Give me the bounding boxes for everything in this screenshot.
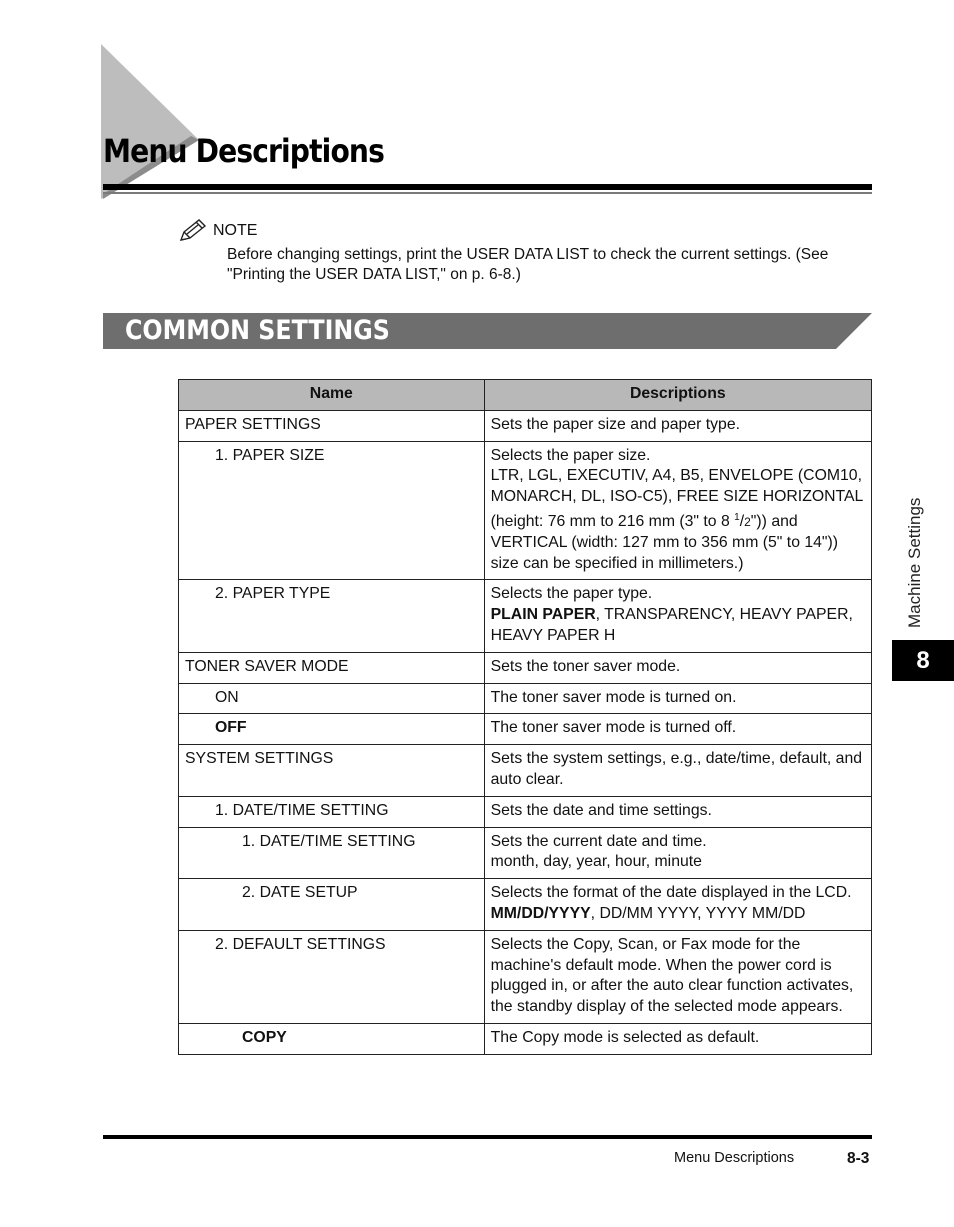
column-header-descriptions: Descriptions: [484, 380, 871, 411]
setting-name: 1. PAPER SIZE: [179, 441, 485, 580]
description-line: , TRANSPARENCY, HEAVY PAPER, HEAVY PAPER H: [490, 606, 853, 644]
table-header-row: [179, 380, 872, 411]
setting-description: Selects the paper size. LTR, LGL, EXECUTIV, A4, B5, ENVELOPE (COM10, MONARCH, DL, ISO-C5), FREE SIZE HORIZONTAL (height: 76 mm to 216 mm (3" to 8 $^1$/2")) and VERTICAL (width: 127 mm to 356 mm (5" to 14")) size can be specified in millimeters.): [484, 441, 871, 580]
setting-name-default: OFF: [179, 714, 485, 745]
footer-title: Menu Descriptions: [674, 1150, 795, 1166]
title-rule: [103, 184, 872, 190]
title-rule-thin: [103, 192, 872, 194]
column-header-name: Name: [179, 380, 485, 411]
chapter-tab: 8: [892, 640, 954, 681]
chapter-side-label: Machine Settings: [905, 497, 924, 628]
setting-description: [484, 879, 871, 931]
note-text: Before changing settings, print the USER DATA LIST to check the current settings. (See "Printing the USER DATA LIST," on p. 6-8.): [227, 246, 829, 283]
setting-description: The Copy mode is selected as default.: [484, 1023, 871, 1054]
table-row: [179, 1023, 872, 1054]
default-value: MM/DD/YYYY: [490, 904, 591, 922]
setting-name: 1. DATE/TIME SETTING: [179, 796, 485, 827]
setting-name: 2. DATE SETUP: [179, 879, 485, 931]
setting-description: Sets the paper size and paper type.: [484, 410, 871, 441]
setting-name: 1. DATE/TIME SETTING: [179, 827, 485, 879]
setting-name: ON: [179, 683, 485, 714]
table-row: [179, 410, 872, 441]
description-line: Sets the current date and time.: [490, 832, 707, 850]
setting-name: TONER SAVER MODE: [179, 652, 485, 683]
setting-description: The toner saver mode is turned on.: [484, 683, 871, 714]
footer-rule: [103, 1135, 872, 1139]
setting-name: 2. DEFAULT SETTINGS: [179, 930, 485, 1023]
table-row: [179, 683, 872, 714]
setting-description: [484, 580, 871, 652]
setting-name: SYSTEM SETTINGS: [179, 745, 485, 797]
setting-description: [484, 827, 871, 879]
table-row: [179, 652, 872, 683]
table-row: [179, 930, 872, 1023]
default-value: PLAIN PAPER: [490, 606, 596, 624]
note-label: NOTE: [213, 222, 258, 239]
setting-description: Sets the toner saver mode.: [484, 652, 871, 683]
fraction-numerator: 1: [734, 511, 740, 523]
setting-name: PAPER SETTINGS: [179, 410, 485, 441]
setting-description: Sets the system settings, e.g., date/time, default, and auto clear.: [484, 745, 871, 797]
fraction-denominator: 2: [744, 514, 751, 529]
setting-name-default: COPY: [179, 1023, 485, 1054]
description-line: Selects the format of the date displayed in the LCD.: [490, 884, 852, 902]
table-row: [179, 796, 872, 827]
setting-name: 2. PAPER TYPE: [179, 580, 485, 652]
pencil-icon: [178, 218, 208, 244]
table-row: [179, 745, 872, 797]
setting-description: Sets the date and time settings.: [484, 796, 871, 827]
table-row: [179, 879, 872, 931]
setting-description: The toner saver mode is turned off.: [484, 714, 871, 745]
settings-table: [178, 379, 872, 1055]
page-title: Menu Descriptions: [103, 132, 384, 170]
description-line: Selects the paper size.: [490, 446, 651, 464]
description-line: ")) and VERTICAL (width: 127 mm to 356 mm (5" to 14")) size can be specified in millimeters.): [490, 512, 839, 572]
setting-description: Selects the Copy, Scan, or Fax mode for the machine's default mode. When the power cord is plugged in, or after the auto clear function activates, the standby display of the selected mode appears.: [484, 930, 871, 1023]
table-row: [179, 827, 872, 879]
header-triangle-decoration: [101, 44, 211, 204]
description-line: LTR, LGL, EXECUTIV, A4, B5, ENVELOPE (COM10, MONARCH, DL, ISO-C5), FREE SIZE HORIZONTAL (height: 76 mm to 216 mm (3" to 8: [490, 467, 863, 530]
section-title: COMMON SETTINGS: [125, 315, 390, 346]
description-line: month, day, year, hour, minute: [490, 853, 702, 871]
table-row: [179, 441, 872, 580]
table-row: [179, 714, 872, 745]
page-number: 8-3: [847, 1150, 870, 1167]
table-row: [179, 580, 872, 652]
description-line: , DD/MM YYYY, YYYY MM/DD: [590, 904, 806, 922]
description-line: Selects the paper type.: [490, 585, 653, 603]
